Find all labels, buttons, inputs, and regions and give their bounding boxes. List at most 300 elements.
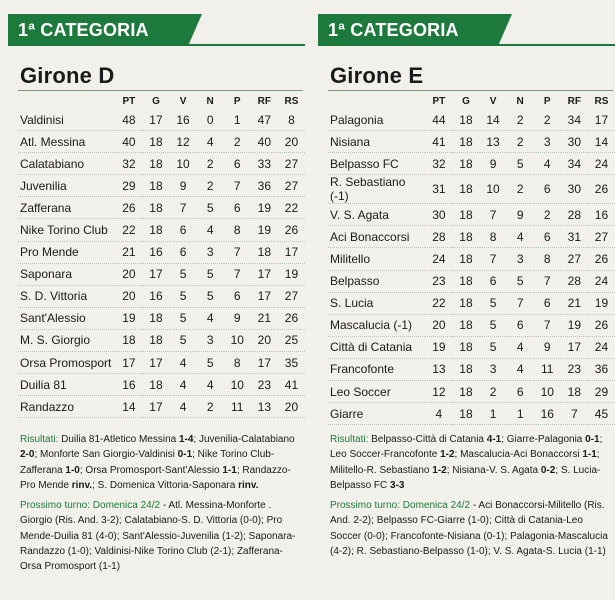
stat-g: 18 <box>452 131 479 153</box>
result-match: ; S. Lucia-Belpasso FC <box>330 464 601 491</box>
stat-pt: 48 <box>115 109 142 131</box>
team-name: Aci Bonaccorsi <box>328 226 425 248</box>
stat-pt: 30 <box>425 204 452 226</box>
table-row <box>18 329 305 351</box>
stat-pt: 13 <box>425 358 452 380</box>
stat-rf: 17 <box>561 336 588 358</box>
stat-g: 18 <box>142 329 169 351</box>
table-row <box>328 314 615 336</box>
stat-pt: 4 <box>425 403 452 425</box>
stat-rs: 16 <box>588 204 615 226</box>
team-name: V. S. Agata <box>328 204 425 226</box>
stat-rs: 26 <box>278 307 305 329</box>
stat-g: 18 <box>452 314 479 336</box>
stat-g: 18 <box>452 270 479 292</box>
result-match: ; Nisiana-V. S. Agata <box>446 464 541 476</box>
header-n: N <box>516 95 524 107</box>
category-banner-edge <box>188 14 202 46</box>
stat-n: 1 <box>507 403 534 425</box>
stat-v: 5 <box>170 285 197 307</box>
stat-v: 5 <box>480 314 507 336</box>
stat-g: 16 <box>142 285 169 307</box>
result-match: ; Monforte San Giorgio-Valdinisi <box>34 449 178 461</box>
stat-n: 2 <box>197 175 224 197</box>
result-score: rinv. <box>238 479 259 491</box>
table-row <box>328 292 615 314</box>
results-paragraph <box>20 432 303 493</box>
stat-rs: 20 <box>278 131 305 153</box>
stat-rf: 19 <box>251 219 278 241</box>
stat-g: 18 <box>142 131 169 153</box>
stat-pt: 29 <box>115 175 142 197</box>
team-name: Palagonia <box>328 109 425 131</box>
stat-g: 18 <box>452 403 479 425</box>
table-row <box>328 248 615 270</box>
stat-n: 6 <box>507 381 534 403</box>
stat-g: 16 <box>142 241 169 263</box>
stat-v: 6 <box>480 270 507 292</box>
stat-v: 6 <box>170 219 197 241</box>
result-score: 1-2 <box>432 464 447 476</box>
category-banner: 1ª CATEGORIA <box>8 14 188 46</box>
stat-rf: 7 <box>561 403 588 425</box>
stat-rs: 24 <box>588 336 615 358</box>
stat-rf: 17 <box>251 285 278 307</box>
header-n: N <box>206 95 214 107</box>
team-name: Francofonte <box>328 358 425 380</box>
stat-v: 5 <box>170 263 197 285</box>
result-match: ; Leo Soccer-Francofonte <box>330 434 603 461</box>
stat-g: 17 <box>142 109 169 131</box>
stat-n: 4 <box>197 374 224 396</box>
stat-n: 5 <box>197 285 224 307</box>
next-round-paragraph <box>330 498 613 559</box>
result-score: 1-2 <box>440 449 455 461</box>
stat-v: 5 <box>170 329 197 351</box>
stat-rs: 19 <box>278 263 305 285</box>
header-rf: RF <box>257 95 272 107</box>
stat-pt: 41 <box>425 131 452 153</box>
team-name: Juvenilia <box>18 175 115 197</box>
header-g: G <box>462 95 470 107</box>
stat-rf: 19 <box>251 197 278 219</box>
table-row <box>18 307 305 329</box>
result-match: ; Randazzo-Pro Mende <box>20 464 291 491</box>
stat-rs: 27 <box>588 226 615 248</box>
team-name: Atl. Messina <box>18 131 115 153</box>
table-row <box>328 358 615 380</box>
stat-g: 18 <box>142 374 169 396</box>
results-label: Risultati: <box>330 434 369 445</box>
stat-rs: 26 <box>588 175 615 204</box>
stat-rf: 30 <box>561 175 588 204</box>
stat-g: 18 <box>452 381 479 403</box>
result-score: 1-1 <box>222 464 237 476</box>
header-rf: RF <box>567 95 582 107</box>
stat-v: 10 <box>480 175 507 204</box>
stat-pt: 32 <box>115 153 142 175</box>
team-name: Randazzo <box>18 396 115 418</box>
stat-v: 14 <box>480 109 507 131</box>
next-round-label: Prossimo turno: Domenica 24/2 <box>20 500 161 512</box>
stat-rf: 17 <box>251 352 278 374</box>
stat-n: 4 <box>507 336 534 358</box>
stat-pt: 40 <box>115 131 142 153</box>
team-name: Orsa Promosport <box>18 352 115 374</box>
category-banner: 1ª CATEGORIA <box>318 14 498 46</box>
stat-rf: 36 <box>251 175 278 197</box>
stat-rf: 20 <box>251 329 278 351</box>
stat-rf: 31 <box>561 226 588 248</box>
stat-rs: 27 <box>278 153 305 175</box>
stat-n: 2 <box>507 131 534 153</box>
stat-rf: 21 <box>251 307 278 329</box>
stat-pt: 20 <box>425 314 452 336</box>
stat-n: 0 <box>197 109 224 131</box>
stat-rs: 24 <box>588 270 615 292</box>
stat-v: 5 <box>170 307 197 329</box>
stat-v: 2 <box>480 381 507 403</box>
stat-rf: 18 <box>251 241 278 263</box>
stat-pt: 32 <box>425 153 452 175</box>
result-match: ; Orsa Promosport-Sant'Alessio <box>79 464 223 476</box>
stat-n: 5 <box>197 197 224 219</box>
stat-g: 18 <box>452 153 479 175</box>
stat-g: 18 <box>142 219 169 241</box>
results-label: Risultati: <box>20 434 59 445</box>
stat-pt: 17 <box>115 352 142 374</box>
table-row <box>18 374 305 396</box>
group-title: Girone D <box>20 63 115 88</box>
result-score: 0-2 <box>540 464 556 476</box>
team-name: R. Sebastiano (-1) <box>328 175 425 204</box>
header-pt: PT <box>432 95 446 107</box>
result-score: 4-1 <box>486 434 502 445</box>
stat-n: 5 <box>197 263 224 285</box>
stat-rs: 29 <box>588 381 615 403</box>
stat-p: 2 <box>224 131 251 153</box>
table-row <box>18 396 305 418</box>
stat-n: 5 <box>507 153 534 175</box>
result-match: ; Giarre-Palagonia <box>501 434 586 445</box>
header-team <box>18 93 115 109</box>
result-match: ; Nike Torino Club-Zafferana <box>20 449 275 476</box>
stat-p: 8 <box>534 248 561 270</box>
stat-n: 3 <box>197 329 224 351</box>
team-name: Sant'Alessio <box>18 307 115 329</box>
stat-v: 7 <box>480 248 507 270</box>
table-row <box>328 204 615 226</box>
stat-pt: 12 <box>425 381 452 403</box>
stat-v: 7 <box>480 204 507 226</box>
team-name: Saponara <box>18 263 115 285</box>
table-row <box>328 403 615 425</box>
stat-rs: 20 <box>278 396 305 418</box>
stat-n: 5 <box>197 352 224 374</box>
team-name: Zafferana <box>18 197 115 219</box>
table-header-row <box>328 93 615 109</box>
table-row <box>18 241 305 263</box>
stat-p: 11 <box>534 358 561 380</box>
stat-n: 9 <box>507 204 534 226</box>
stat-v: 7 <box>170 197 197 219</box>
stat-pt: 18 <box>115 329 142 351</box>
stat-g: 18 <box>142 307 169 329</box>
table-row <box>328 270 615 292</box>
stat-g: 18 <box>452 336 479 358</box>
stat-v: 12 <box>170 131 197 153</box>
stat-pt: 20 <box>115 285 142 307</box>
stat-p: 11 <box>224 396 251 418</box>
table-row <box>328 336 615 358</box>
stat-rs: 27 <box>278 285 305 307</box>
table-row <box>18 109 305 131</box>
stat-rf: 18 <box>561 381 588 403</box>
result-match: Duilia 81-Atletico Messina <box>61 434 179 445</box>
stat-p: 2 <box>534 204 561 226</box>
column-girone-e <box>318 0 615 600</box>
results-list <box>330 434 602 491</box>
stat-g: 17 <box>142 263 169 285</box>
stat-g: 18 <box>452 292 479 314</box>
table-row <box>18 131 305 153</box>
result-score: 3-3 <box>390 479 405 491</box>
table-row <box>328 131 615 153</box>
stat-rf: 47 <box>251 109 278 131</box>
stat-n: 2 <box>507 175 534 204</box>
next-round-text: - Atl. Messina-Monforte . Giorgio (Ris. And. 3-2); Calatabiano-S. D. Vittoria (0-0); Pro Mende-Duilia 81 (4-0); Sant'Alessio-Juvenilia (1-2); Saponara-Randazzo (1-0); Valdinisi-Nike Torino Club (2-1); Zafferana-Orsa Promosport (1-1) <box>20 500 296 573</box>
stat-p: 7 <box>534 270 561 292</box>
header-rs: RS <box>284 95 299 107</box>
result-score: 0-1 <box>177 449 193 461</box>
header-p: P <box>233 95 241 107</box>
stat-rf: 23 <box>561 358 588 380</box>
stat-v: 4 <box>170 374 197 396</box>
stat-v: 4 <box>170 396 197 418</box>
stat-n: 2 <box>507 109 534 131</box>
stat-p: 6 <box>224 153 251 175</box>
stat-v: 6 <box>170 241 197 263</box>
stat-pt: 26 <box>115 197 142 219</box>
team-name: Nike Torino Club <box>18 219 115 241</box>
stat-rs: 17 <box>278 241 305 263</box>
stat-n: 7 <box>507 292 534 314</box>
standings-table <box>18 93 305 418</box>
stat-rs: 26 <box>588 248 615 270</box>
stat-n: 3 <box>507 248 534 270</box>
stat-p: 9 <box>534 336 561 358</box>
stat-g: 18 <box>142 175 169 197</box>
stat-p: 10 <box>534 381 561 403</box>
stat-p: 16 <box>534 403 561 425</box>
stat-pt: 19 <box>425 336 452 358</box>
group-title: Girone E <box>330 63 424 88</box>
result-match: ; Mascalucia-Aci Bonaccorsi <box>454 449 583 461</box>
stat-pt: 21 <box>115 241 142 263</box>
table-row <box>18 352 305 374</box>
stat-g: 18 <box>452 109 479 131</box>
stat-pt: 44 <box>425 109 452 131</box>
team-name: Calatabiano <box>18 153 115 175</box>
table-row <box>18 175 305 197</box>
stat-rs: 36 <box>588 358 615 380</box>
next-round-label: Prossimo turno: Domenica 24/2 <box>330 500 471 512</box>
stat-v: 4 <box>170 352 197 374</box>
table-row <box>328 109 615 131</box>
stat-p: 8 <box>224 352 251 374</box>
stat-g: 18 <box>452 226 479 248</box>
header-v: V <box>179 95 187 107</box>
stat-pt: 22 <box>115 219 142 241</box>
stat-v: 5 <box>480 292 507 314</box>
team-name: Città di Catania <box>328 336 425 358</box>
team-name: S. Lucia <box>328 292 425 314</box>
stat-pt: 23 <box>425 270 452 292</box>
stat-rs: 19 <box>588 292 615 314</box>
stat-n: 2 <box>197 153 224 175</box>
stat-rf: 28 <box>561 270 588 292</box>
header-rs: RS <box>594 95 609 107</box>
stat-p: 10 <box>224 329 251 351</box>
result-match: ; Juvenilia-Calatabiano <box>193 434 295 445</box>
stat-rs: 26 <box>588 314 615 336</box>
stat-v: 3 <box>480 358 507 380</box>
stat-p: 10 <box>224 374 251 396</box>
stat-n: 4 <box>507 358 534 380</box>
header-v: V <box>489 95 497 107</box>
stat-rs: 27 <box>278 175 305 197</box>
stat-n: 2 <box>197 396 224 418</box>
stat-n: 4 <box>507 226 534 248</box>
result-score: 1-0 <box>65 464 80 476</box>
stat-rs: 14 <box>588 131 615 153</box>
stat-rs: 41 <box>278 374 305 396</box>
stat-rf: 21 <box>561 292 588 314</box>
stat-rf: 27 <box>561 248 588 270</box>
team-name: Belpasso <box>328 270 425 292</box>
result-match: ; S. Domenica Vittoria-Saponara <box>92 479 239 491</box>
table-row <box>18 263 305 285</box>
stat-p: 4 <box>534 153 561 175</box>
table-row <box>18 153 305 175</box>
stat-rs: 45 <box>588 403 615 425</box>
column-girone-d <box>8 0 305 600</box>
stat-n: 4 <box>197 307 224 329</box>
next-round-text: - Aci Bonaccorsi-Militello (Ris. And. 2-2); Belpasso FC-Giarre (1-0); Città di Catania-Leo Soccer (0-0); Francofonte-Nisiana (0-1); Palagonia-Mascalucia (4-2); R. Sebastiano-Belpasso (1-0); V. S. Agata-S. Lucia (1-1) <box>330 500 608 558</box>
stat-p: 7 <box>224 241 251 263</box>
result-score: 2-0 <box>20 449 35 461</box>
header-pt: PT <box>122 95 136 107</box>
table-header-row <box>18 93 305 109</box>
stat-p: 6 <box>534 175 561 204</box>
stat-n: 3 <box>197 241 224 263</box>
result-score: 1-1 <box>582 449 597 461</box>
table-row <box>328 226 615 248</box>
results-block <box>20 432 303 575</box>
table-row <box>18 285 305 307</box>
table-row <box>328 175 615 204</box>
table-row <box>328 153 615 175</box>
stat-p: 6 <box>224 285 251 307</box>
result-match: ; Militello-R. Sebastiano <box>330 449 600 476</box>
stat-rs: 35 <box>278 352 305 374</box>
stat-rs: 24 <box>588 153 615 175</box>
stat-p: 1 <box>224 109 251 131</box>
stat-rs: 26 <box>278 219 305 241</box>
results-list <box>20 434 295 491</box>
next-round-paragraph <box>20 498 303 574</box>
stat-p: 7 <box>224 175 251 197</box>
stat-v: 1 <box>480 403 507 425</box>
team-name: Nisiana <box>328 131 425 153</box>
stat-p: 7 <box>534 314 561 336</box>
stat-n: 4 <box>197 131 224 153</box>
table-body <box>18 109 305 418</box>
standings-table <box>328 93 615 425</box>
category-rule <box>8 44 305 46</box>
stat-pt: 31 <box>425 175 452 204</box>
category-rule <box>318 44 615 46</box>
stat-g: 18 <box>452 358 479 380</box>
stat-n: 6 <box>507 314 534 336</box>
stat-p: 6 <box>534 226 561 248</box>
stat-pt: 24 <box>425 248 452 270</box>
stat-rf: 30 <box>561 131 588 153</box>
stat-rf: 28 <box>561 204 588 226</box>
team-name: Duilia 81 <box>18 374 115 396</box>
stat-v: 10 <box>170 153 197 175</box>
table-divider <box>328 90 613 91</box>
table-row <box>328 381 615 403</box>
table-divider <box>18 90 303 91</box>
stat-pt: 28 <box>425 226 452 248</box>
table-row <box>18 219 305 241</box>
stat-p: 6 <box>224 197 251 219</box>
stat-g: 18 <box>142 197 169 219</box>
stat-p: 7 <box>224 263 251 285</box>
stat-g: 18 <box>452 175 479 204</box>
result-match: Belpasso-Città di Catania <box>371 434 487 445</box>
team-name: Militello <box>328 248 425 270</box>
header-g: G <box>152 95 160 107</box>
team-name: Pro Mende <box>18 241 115 263</box>
stat-p: 2 <box>534 109 561 131</box>
team-name: M. S. Giorgio <box>18 329 115 351</box>
stat-rf: 19 <box>561 314 588 336</box>
stat-pt: 22 <box>425 292 452 314</box>
team-name: Mascalucia (-1) <box>328 314 425 336</box>
results-block <box>330 432 613 559</box>
header-p: P <box>543 95 551 107</box>
stat-rs: 25 <box>278 329 305 351</box>
stat-rs: 17 <box>588 109 615 131</box>
result-score: 0-1 <box>585 434 600 445</box>
stat-pt: 16 <box>115 374 142 396</box>
team-name: Valdinisi <box>18 109 115 131</box>
stat-p: 6 <box>534 292 561 314</box>
stat-rf: 34 <box>561 153 588 175</box>
team-name: S. D. Vittoria <box>18 285 115 307</box>
stat-rs: 8 <box>278 109 305 131</box>
table-body <box>328 109 615 425</box>
stat-rs: 22 <box>278 197 305 219</box>
stat-pt: 19 <box>115 307 142 329</box>
stat-v: 8 <box>480 226 507 248</box>
stat-v: 13 <box>480 131 507 153</box>
stat-rf: 13 <box>251 396 278 418</box>
stat-g: 18 <box>452 204 479 226</box>
stat-pt: 20 <box>115 263 142 285</box>
